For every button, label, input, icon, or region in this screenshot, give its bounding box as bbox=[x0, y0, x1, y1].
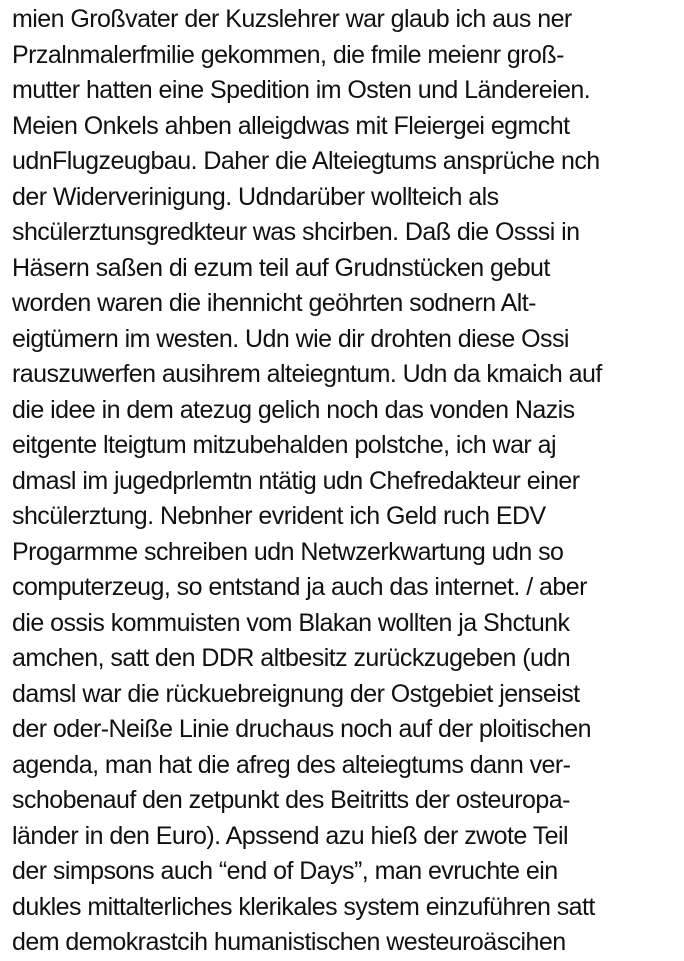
text-line: dukles mittalterliches klerikales system einzuführen satt bbox=[12, 892, 595, 921]
text-line: schobenauf den zetpunkt des Beitritts der osteuropa- bbox=[12, 786, 570, 814]
body-text bbox=[12, 2, 682, 961]
text-line: amchen, satt den DDR altbesitz zurückzugeben (udn bbox=[12, 644, 571, 672]
text-line: eigtümern im westen. Udn wie dir drohten diese Ossi bbox=[12, 324, 569, 353]
text-line: shcülerztung. Nebnher evrident ich Geld ruch EDV bbox=[12, 502, 546, 530]
text-line: damsl war die rückuebreignung der Ostgebiet jenseist bbox=[12, 679, 580, 708]
text-line: der Widerverinigung. Udndarüber wollteich als bbox=[12, 182, 499, 211]
text-line: dem demokrastcih humanistischen westeuroäscihen bbox=[12, 928, 566, 956]
text-line: der simpsons auch “end of Days”, man evruchte ein bbox=[12, 857, 558, 885]
text-line: Häsern saßen di ezum teil auf Grudnstücken gebut bbox=[12, 253, 550, 282]
text-line: Meien Onkels ahben alleigdwas mit Fleiergei egmcht bbox=[12, 111, 570, 140]
text-line: mien Großvater der Kuzslehrer war glaub ich aus ner bbox=[12, 5, 572, 33]
text-line: mutter hatten eine Spedition im Osten und Ländereien. bbox=[12, 76, 591, 104]
text-line: der oder-Neiße Linie druchaus noch auf der ploitischen bbox=[12, 715, 591, 743]
text-line: länder in den Euro). Apssend azu hieß der zwote Teil bbox=[12, 821, 569, 850]
text-line: worden waren die ihennicht geöhrten sodnern Alt- bbox=[12, 289, 536, 317]
text-line: die ossis kommuisten vom Blakan wollten ja Shctunk bbox=[12, 608, 570, 637]
text-line: eitgente lteigtum mitzubehalden polstche, ich war aj bbox=[12, 431, 556, 459]
text-line: Przalnmalerfmilie gekommen, die fmile meienr groß- bbox=[12, 40, 564, 69]
text-line: Progarmme schreiben udn Netwzerkwartung udn so bbox=[12, 537, 564, 566]
text-line: dmasl im jugedprlemtn ntätig udn Chefredakteur einer bbox=[12, 466, 580, 495]
text-line: rauszuwerfen ausihrem alteiegntum. Udn da kmaich auf bbox=[12, 360, 602, 388]
text-line: die idee in dem atezug gelich noch das vonden Nazis bbox=[12, 395, 575, 424]
text-line: agenda, man hat die afreg des alteiegtums dann ver- bbox=[12, 750, 571, 779]
text-line: shcülerztunsgredkteur was shcirben. Daß die Osssi in bbox=[12, 218, 580, 246]
text-line: computerzeug, so entstand ja auch das internet. / aber bbox=[12, 573, 587, 601]
text-line: udnFlugzeugbau. Daher die Alteiegtums ansprüche nch bbox=[12, 147, 600, 175]
